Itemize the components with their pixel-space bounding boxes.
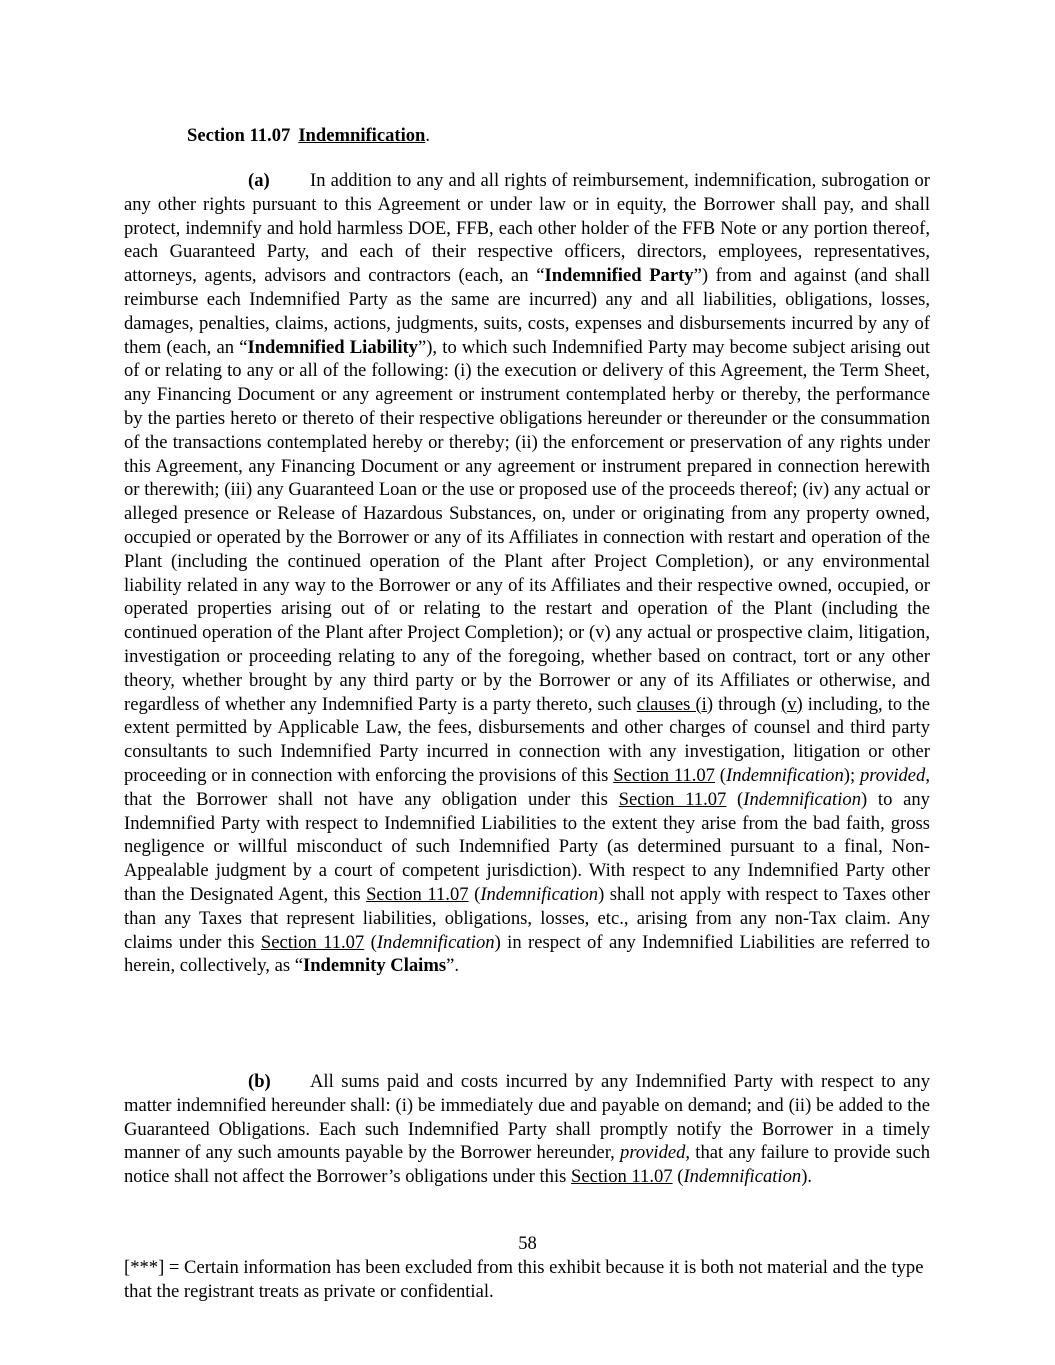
- section-reference-title: Indemnification: [480, 883, 599, 905]
- section-reference-title: Indemnification: [683, 1166, 802, 1188]
- clause-reference-i: clauses (i): [636, 693, 714, 715]
- text-run: (: [364, 931, 377, 953]
- section-reference: Section 11.07: [366, 883, 469, 905]
- page-number: 58: [518, 1233, 537, 1254]
- section-reference-title: Indemnification: [376, 931, 495, 953]
- section-reference: Section 11.07: [260, 931, 365, 953]
- paragraph-b-label: (b): [248, 1071, 271, 1092]
- provided-term: provided: [620, 1142, 686, 1164]
- section-heading: [187, 124, 430, 148]
- clause-reference-v: (v): [781, 693, 803, 715]
- defined-term-indemnified-party: Indemnified Party: [544, 265, 694, 287]
- text-run: (: [714, 764, 726, 786]
- section-reference: Section 11.07: [618, 788, 727, 810]
- text-run: ) to any Indemnified Party with respect to Indemnified Liabilities to the extent they arise from the bad faith, gross negligence or willful misconduct of such Indemnified Party (as determined pursuant to a final, Non-Appealable judgment by a court of competent jurisdiction). With respect to any Indemnified Party other than the Designated Agent, this: [124, 788, 930, 905]
- paragraph-a-label: (a): [248, 170, 270, 191]
- section-number: Section 11.07: [187, 125, 291, 146]
- text-run: ”) from and against (and shall reimburse each Indemnified Party as the same are incurred) any and all liabilities, obligations, losses, damages, penalties, claims, actions, judgments, suits, costs, expenses and disbursements incurred by any of them (each, an “: [124, 265, 930, 358]
- section-title-period: .: [425, 125, 431, 146]
- section-title: Indemnification: [298, 125, 426, 146]
- text-run: All sums paid and costs incurred by any Indemnified Party with respect to any matter indemnified hereunder shall: (i) be immediately due and payable on demand; and (ii) be added to the Guaranteed Obligations. Each such Indemnified Party shall promptly notify the Borrower in a timely manner of any such amounts payable by the Borrower hereunder,: [124, 1071, 930, 1164]
- text-run: (: [726, 788, 744, 810]
- section-reference-title: Indemnification: [743, 788, 861, 810]
- text-run: ”), to which such Indemnified Party may become subject arising out of or relating to any or all of the following: (i) the execution or delivery of this Agreement, the Term Sheet, any Financing Document or any agreement or instrument contemplated herby or thereby, the performance by the parties hereto or thereto of their respective obligations hereunder or thereunder or the consummation of the transactions contemplated hereby or thereby; (ii) the enforcement or preservation of any rights under this Agreement, any Financing Document or any agreement or instrument prepared in connection herewith or therewith; (iii) any Guaranteed Loan or the use or proposed use of the proceeds thereof; (iv) any actual or alleged presence or Release of Hazardous Substances, on, under or originating from any property owned, occupied or operated by the Borrower or any of its Affiliates in connection with restart and operation of the Plant (including the continued operation of the Plant after Project Completion), or any environmental liability related in any way to the Borrower or any of its Affiliates and their respective owned, occupied, or operated properties arising out of or relating to the restart and operation of the Plant (including the continued operation of the Plant after Project Completion); or (v) any actual or prospective claim, litigation, investigation or proceeding relating to any of the foregoing, whether based on contract, tort or any other theory, whether brought by any third party or by the Borrower or any of its Affiliates or otherwise, and regardless of whether any Indemnified Party is a party thereto, such: [124, 336, 930, 715]
- text-run: (: [468, 883, 481, 905]
- defined-term-indemnity-claims: Indemnity Claims: [302, 955, 447, 977]
- section-reference: Section 11.07: [571, 1166, 673, 1188]
- text-run: );: [843, 764, 860, 786]
- text-run: (: [672, 1166, 684, 1188]
- paragraph-b: [124, 1070, 930, 1189]
- section-reference: Section 11.07: [613, 764, 715, 786]
- text-run: through: [713, 693, 782, 715]
- text-run: , that the Borrower shall not have any obligation under this: [124, 764, 930, 810]
- text-run: In addition to any and all rights of reimbursement, indemnification, subrogation or any other rights pursuant to this Agreement or under law or in equity, the Borrower shall pay, and shall protect, indemnify and hold harmless DOE, FFB, each other holder of the FFB Note or any portion thereof, each Guaranteed Party, and each of their respective officers, directors, employees, representatives, attorneys, agents, advisors and contractors (each, an “: [124, 170, 930, 287]
- text-run: ) in respect of any Indemnified Liabilities are referred to herein, collectively, as “: [124, 931, 930, 977]
- text-run: , that any failure to provide such notice shall not affect the Borrower’s obligations under this: [124, 1142, 930, 1188]
- paragraph-a: [124, 169, 930, 978]
- text-run: ”.: [446, 955, 459, 977]
- provided-term: provided: [859, 764, 926, 786]
- text-run: ) shall not apply with respect to Taxes other than any Taxes that represent liabilities, obligations, losses, etc., arising from any non-Tax claim. Any claims under this: [124, 883, 931, 953]
- text-run: ).: [801, 1166, 813, 1188]
- defined-term-indemnified-liability: Indemnified Liability: [247, 336, 418, 358]
- confidentiality-footnote: [***] = Certain information has been excluded from this exhibit because it is both not material and the type that the registrant treats as private or confidential.: [124, 1257, 924, 1302]
- section-reference-title: Indemnification: [726, 764, 844, 786]
- text-run: including, to the extent permitted by Applicable Law, the fees, disbursements and other charges of counsel and third party consultants to such Indemnified Party incurred in connection with any investigation, litigation or other proceeding or in connection with enforcing the provisions of this: [124, 693, 931, 786]
